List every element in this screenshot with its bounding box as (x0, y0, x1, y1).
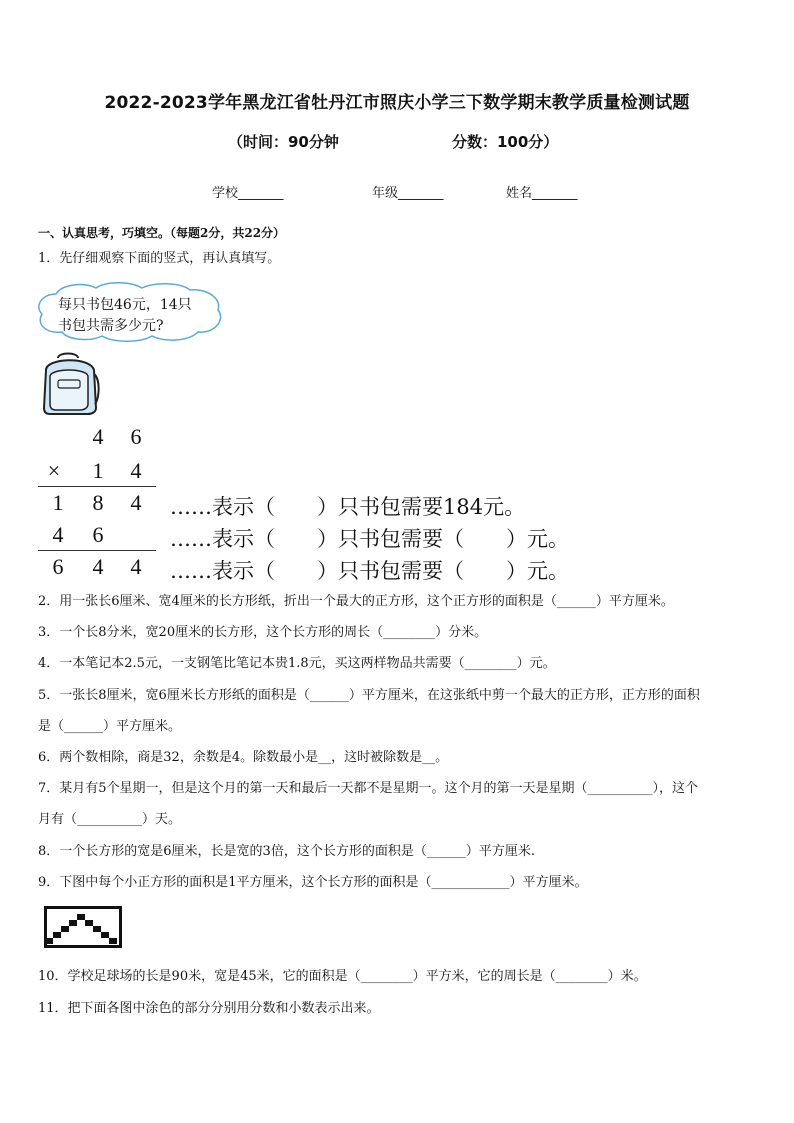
digit: 6 (130, 424, 142, 449)
grid-figure (44, 906, 122, 948)
question-11: 11．把下面各图中涂色的部分分别用分数和小数表示出来。 (38, 1001, 380, 1016)
bubble-text (58, 295, 208, 337)
question-1: 1．先仔细观察下面的竖式，再认真填写。 (38, 251, 281, 266)
question-7-cont: 月有（__________）天。 (38, 812, 182, 827)
question-5-cont: 是（______）平方厘米。 (38, 719, 182, 734)
digit: 4 (130, 458, 142, 483)
digit: 4 (92, 554, 104, 579)
note-line-1: ……表示（ ）只书包需要184元。 (170, 495, 526, 519)
school-field: 学校_______ (212, 186, 284, 201)
backpack-icon (40, 350, 100, 416)
page-title: 2022-2023学年黑龙江省牡丹江市照庆小学三下数学期末教学质量检测试题 (104, 93, 690, 113)
divider-line (38, 486, 156, 487)
digit: 6 (92, 522, 104, 547)
question-7: 7．某月有5个星期一，但是这个月的第一天和最后一天都不是星期一。这个月的第一天是星期（__________），这个 (38, 781, 699, 796)
question-8: 8．一个长方形的宽是6厘米，长是宽的3倍，这个长方形的面积是（______）平方厘米. (38, 844, 535, 859)
note-line-2: ……表示（ ）只书包需要（ ）元。 (170, 527, 569, 551)
digit: 1 (92, 458, 104, 483)
note-line-3: ……表示（ ）只书包需要（ ）元。 (170, 559, 569, 583)
question-9: 9．下图中每个小正方形的面积是1平方厘米，这个长方形的面积是（____________）平方厘米。 (38, 875, 588, 890)
bubble-line-1: 每只书包46元，14只 (58, 297, 192, 313)
exam-time: （时间：90分钟 (228, 133, 339, 151)
question-6: 6．两个数相除，商是32，余数是4。除数最小是__，这时被除数是__。 (38, 750, 449, 765)
digit: 4 (130, 490, 142, 515)
vertical-multiplication (30, 422, 170, 582)
digit: 6 (52, 554, 64, 579)
grade-field: 年级_______ (372, 186, 444, 201)
digit: 8 (92, 490, 104, 515)
name-field: 姓名_______ (506, 186, 578, 201)
question-5: 5．一张长8厘米，宽6厘米长方形纸的面积是（______）平方厘米，在这张纸中剪一个最大的正方形，正方形的面积 (38, 688, 700, 703)
times-sign: × (47, 458, 61, 483)
question-2: 2．用一张长6厘米、宽4厘米的长方形纸，折出一个最大的正方形，这个正方形的面积是（______）平方厘米。 (38, 594, 674, 609)
question-4: 4．一本笔记本2.5元，一支钢笔比笔记本贵1.8元，买这两样物品共需要（________）元。 (38, 656, 556, 671)
exam-score: 分数：100分） (452, 133, 559, 151)
digit: 4 (92, 424, 104, 449)
section-heading: 一、认真思考，巧填空。（每题2分，共22分） (38, 226, 286, 240)
digit: 4 (52, 522, 64, 547)
digit: 4 (130, 554, 142, 579)
question-10: 10．学校足球场的长是90米，宽是45米，它的面积是（________）平方米，它的周长是（________）米。 (38, 969, 647, 984)
digit: 1 (52, 490, 64, 515)
question-3: 3．一个长8分米，宽20厘米的长方形，这个长方形的周长（________）分米。 (38, 625, 488, 640)
divider-line (38, 550, 156, 551)
bubble-line-2: 书包共需多少元? (58, 318, 164, 334)
